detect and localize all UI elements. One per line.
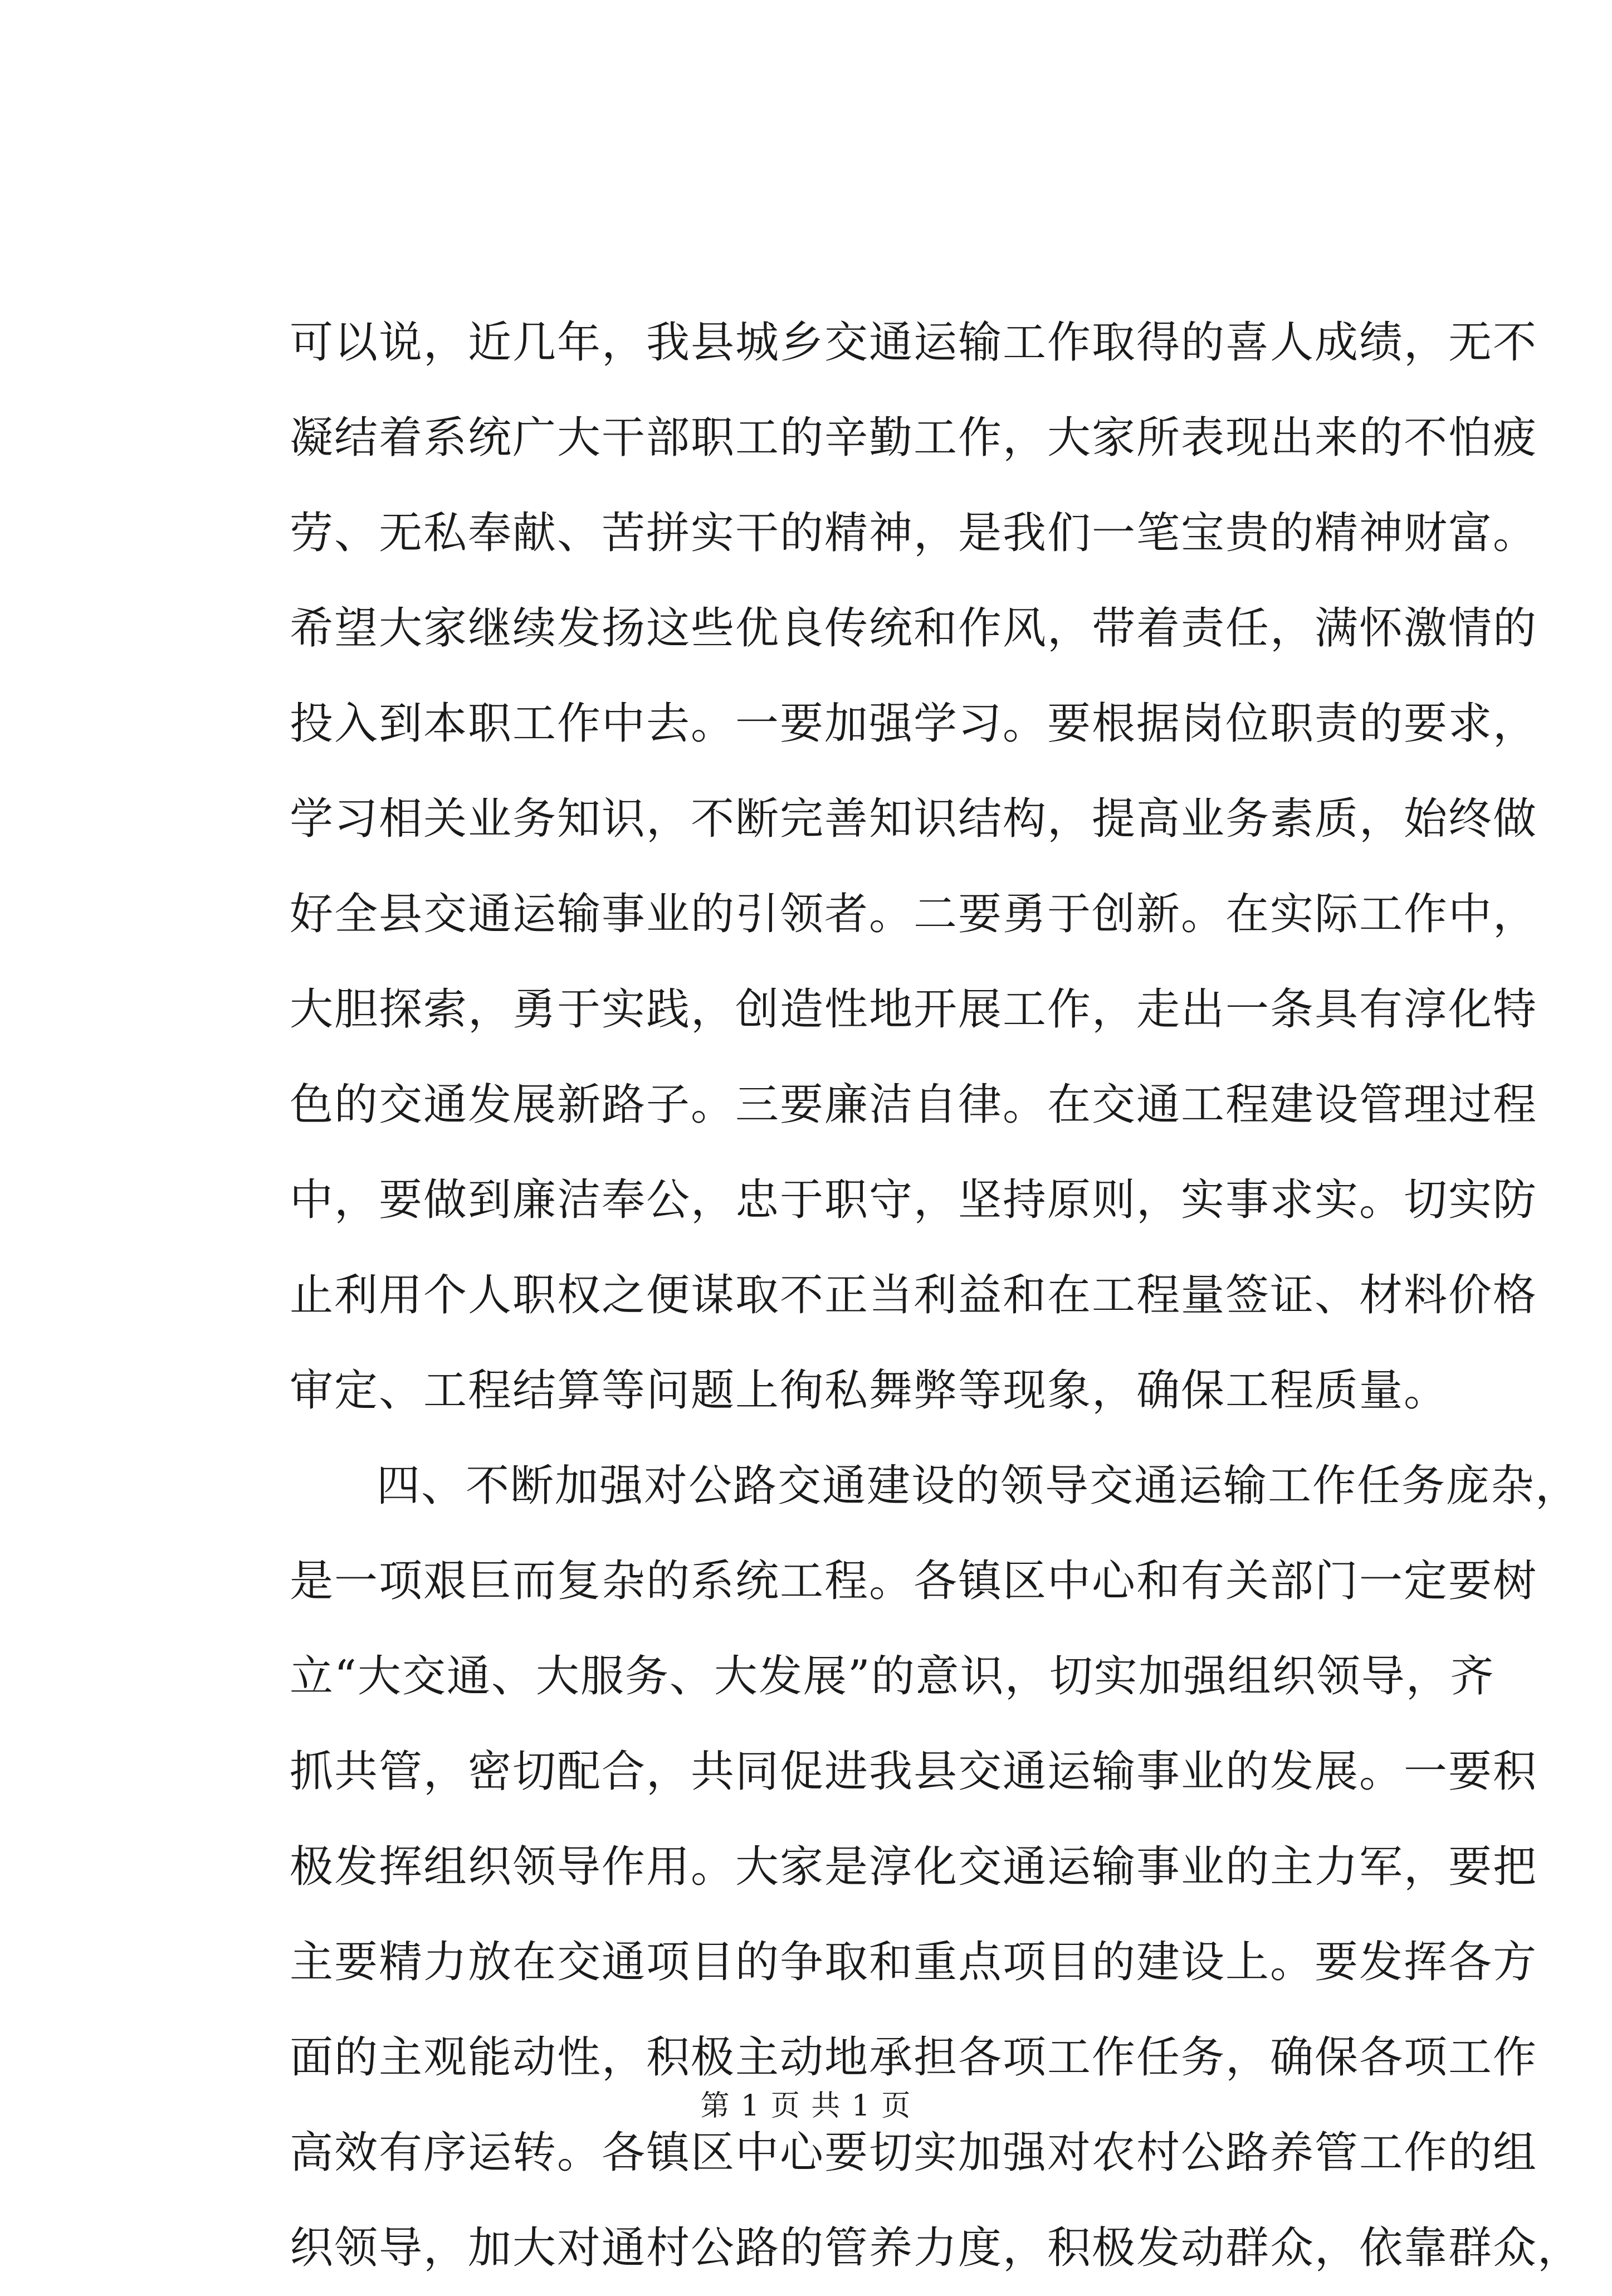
text-line: 立“大交通、大服务、大发展”的意识，切实加强组织领导，齐 [290,1651,1495,1702]
text-line: 学习相关业务知识，不断完善知识结构，提高业务素质，始终做 [290,794,1538,844]
text-line: 面的主观能动性，积极主动地承担各项工作任务，确保各项工作 [290,2032,1538,2083]
text-line: 好全县交通运输事业的引领者。二要勇于创新。在实际工作中， [290,889,1538,939]
text-line: 色的交通发展新路子。三要廉洁自律。在交通工程建设管理过程 [290,1080,1538,1130]
text-line: 是一项艰巨而复杂的系统工程。各镇区中心和有关部门一定要树 [290,1556,1538,1606]
text-line: 劳、无私奉献、苦拼实干的精神，是我们一笔宝贵的精神财富。 [290,508,1538,558]
text-line: 主要精力放在交通项目的争取和重点项目的建设上。要发挥各方 [290,1937,1538,1987]
text-line: 投入到本职工作中去。一要加强学习。要根据岗位职责的要求， [290,699,1538,749]
page-footer: 第 1 页 共 1 页 [700,2089,912,2123]
text-line: 高效有序运转。各镇区中心要切实加强对农村公路养管工作的组 [290,2128,1538,2178]
text-line: 抓共管，密切配合，共同促进我县交通运输事业的发展。一要积 [290,1747,1538,1797]
text-line: 中，要做到廉洁奉公，忠于职守，坚持原则，实事求实。切实防 [290,1175,1538,1225]
text-line: 织领导，加大对通村公路的管养力度，积极发动群众，依靠群众， [290,2223,1582,2273]
text-line: 凝结着系统广大干部职工的辛勤工作，大家所表现出来的不怕疲 [290,413,1538,463]
text-line: 大胆探索，勇于实践，创造性地开展工作，走出一条具有淳化特 [290,984,1538,1035]
text-line: 四、不断加强对公路交通建设的领导交通运输工作任务庞杂， [377,1461,1580,1511]
text-line: 希望大家继续发扬这些优良传统和作风，带着责任，满怀激情的 [290,603,1538,654]
document-body [290,295,1582,2296]
text-line: 止利用个人职权之便谋取不正当利益和在工程量签证、材料价格 [290,1270,1538,1320]
text-line: 可以说，近几年，我县城乡交通运输工作取得的喜人成绩，无不 [290,318,1538,368]
text-line: 审定、工程结算等问题上徇私舞弊等现象，确保工程质量。 [290,1366,1449,1416]
text-line: 极发挥组织领导作用。大家是淳化交通运输事业的主力军，要把 [290,1842,1538,1892]
